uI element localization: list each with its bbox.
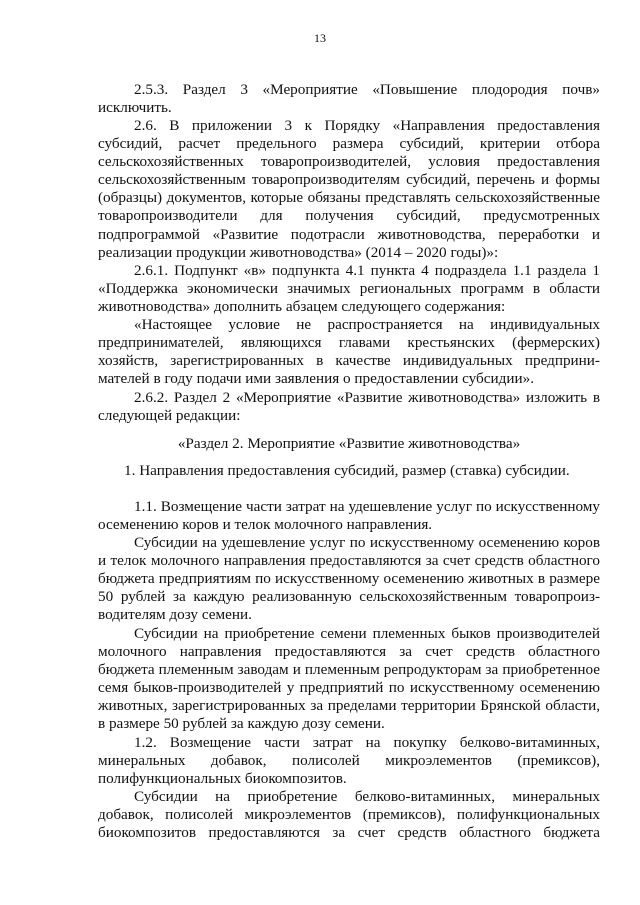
subheading: 1. Направления предоставления субсидий, размер (ставка) субсидии.: [124, 462, 570, 479]
text-line: «Поддержка экономически значимых региональных программ в области: [98, 280, 600, 298]
text-line: предпринимателей, являющихся главами крестьянских (фермерских): [98, 334, 600, 352]
text-line: минеральных добавок, полисолей микроэлементов (премиксов),: [98, 752, 600, 770]
text-line: семя быков-производителей у предприятий по искусственному осеменению: [98, 679, 600, 697]
text-line: полифункциональных биокомпозитов.: [98, 770, 347, 788]
text-line: сельскохозяйственным товаропроизводителям субсидий, перечень и формы: [98, 171, 600, 189]
text-line: добавок, полисолей микроэлементов (премиксов), полифункциональных: [98, 806, 600, 824]
text-line: осеменению коров и телок молочного направления.: [98, 516, 433, 534]
page-number: 13: [314, 31, 326, 45]
text-line: Субсидии на приобретение семени племенных быков производителей: [134, 625, 600, 642]
text-line: бюджета предприятиям по искусственному осеменению животных в размере: [98, 570, 600, 588]
text-line: (образцы) документов, которые обязаны представлять сельскохозяйственные: [98, 189, 600, 207]
text-line: Субсидии на удешевление услуг по искусственному осеменению коров: [134, 534, 600, 551]
paragraph-1-1: [98, 498, 600, 534]
paragraph-2-6-1: [98, 262, 600, 316]
text-line: бюджета племенным заводам и племенным репродукторам за приобретенное: [98, 661, 600, 679]
paragraph-1-2: [98, 734, 600, 788]
text-line: 2.6.1. Подпункт «в» подпункта 4.1 пункта 4 подраздела 1.1 раздела 1: [134, 262, 600, 279]
text-line: 2.6.2. Раздел 2 «Мероприятие «Развитие животноводства» изложить в: [134, 389, 600, 406]
text-line: сельскохозяйственных товаропроизводителей, условия предоставления: [98, 153, 600, 171]
text-line: субсидий, расчет предельного размера субсидий, критерии отбора: [98, 135, 600, 153]
text-line: водителям дозу семени.: [98, 606, 252, 624]
paragraph-2-5-3: [98, 81, 600, 117]
text-line: 1.2. Возмещение части затрат на покупку белково-витаминных,: [134, 734, 600, 751]
text-line: 2.5.3. Раздел 3 «Мероприятие «Повышение плодородия почв»: [134, 81, 600, 98]
text-line: биокомпозитов предоставляются за счет средств областного бюджета: [98, 824, 600, 842]
section-heading: «Раздел 2. Мероприятие «Развитие животноводства»: [177, 435, 521, 452]
text-line: 1.1. Возмещение части затрат на удешевление услуг по искусственному: [134, 498, 600, 515]
text-line: животноводства» дополнить абзацем следующего содержания:: [98, 298, 506, 316]
text-line: Субсидии на приобретение белково-витаминных, минеральных: [134, 788, 600, 805]
text-line: следующей редакции:: [98, 407, 241, 425]
text-line: в размере 50 рублей за каждую дозу семени.: [98, 715, 385, 733]
paragraph-subsidies-2: [98, 625, 600, 734]
text-line: исключить.: [98, 99, 172, 117]
paragraph-subsidies-1: [98, 534, 600, 624]
paragraph-subsidies-3: [98, 788, 600, 842]
paragraph-2-6-2: [98, 389, 600, 425]
text-line: мателей в году подачи ими заявления о предоставлении субсидии».: [98, 370, 535, 388]
text-line: «Настоящее условие не распространяется на индивидуальных: [134, 316, 600, 333]
paragraph-quote: [98, 316, 600, 388]
text-line: подпрограммой «Развитие подотрасли животноводства, переработки и: [98, 225, 600, 243]
text-line: хозяйств, зарегистрированных в качестве индивидуальных предприни-: [98, 352, 600, 370]
text-line: животных, зарегистрированных за пределами территории Брянской области,: [98, 697, 600, 715]
text-line: молочного направления предоставляются за счет средств областного: [98, 643, 600, 661]
text-line: реализации продукции животноводства» (2014 – 2020 годы)»:: [98, 243, 499, 261]
paragraph-2-6: [98, 117, 600, 262]
text-line: и телок молочного направления предоставляются за счет средств областного: [98, 552, 600, 570]
text-line: товаропроизводители для получения субсидий, предусмотренных: [98, 207, 600, 225]
text-line: 50 рублей за каждую реализованную сельскохозяйственным товаропроиз-: [98, 588, 600, 606]
text-line: 2.6. В приложении 3 к Порядку «Направления предоставления: [134, 117, 600, 134]
